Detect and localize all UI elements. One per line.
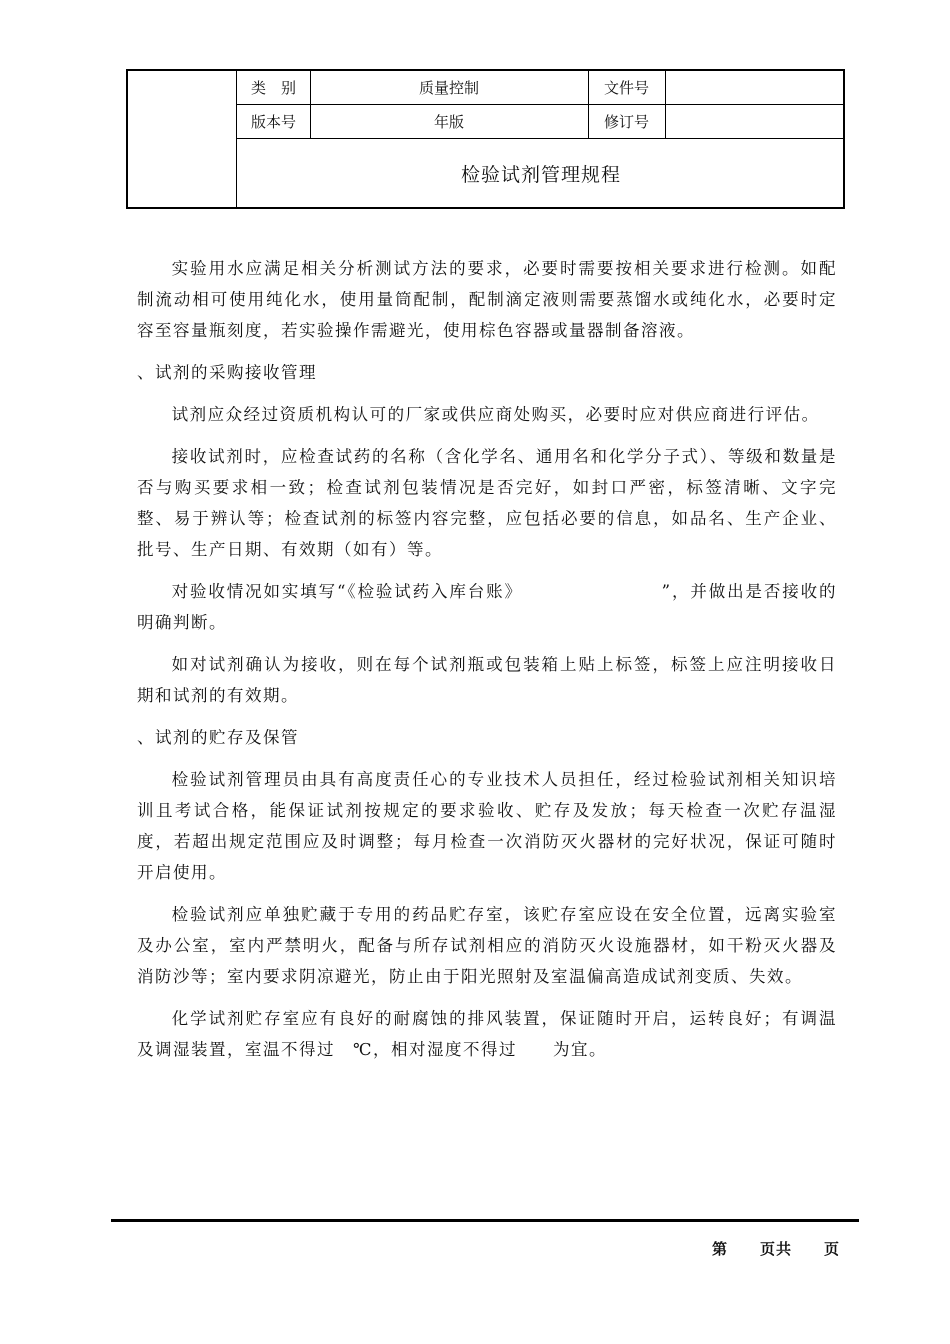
paragraph: 检验试剂应单独贮藏于专用的药品贮存室，该贮存室应设在安全位置，远离实验室及办公室，室内严禁明火，配备与所存试剂相应的消防灭火设施器材，如干粉灭火器及消防沙等；室内要求阴凉避光，防止由于阳光照射及室温偏高造成试剂变质、失效。 [137, 905, 837, 986]
logo-cell [128, 71, 237, 207]
paragraph: 接收试剂时，应检查试药的名称（含化学名、通用名和化学分子式）、等级和数量是否与购买要求相一致；检查试剂包装情况是否完好，如封口严密，标签清晰、文字完整、易于辨认等；检查试剂的标签内容完整，应包括必要的信息，如品名、生产企业、批号、生产日期、有效期（如有）等。 [137, 447, 837, 559]
section-heading: 、试剂的贮存及保管 [137, 728, 299, 747]
paragraph: 化学试剂贮存室应有良好的耐腐蚀的排风装置，保证随时开启，运转良好；有调温及调湿装置，室温不得过 ℃，相对湿度不得过 为宜。 [137, 1009, 837, 1059]
page-number: 第 页共 页 [711, 1240, 840, 1258]
section-heading: 、试剂的采购接收管理 [137, 363, 317, 382]
doc-no-label: 文件号 [603, 79, 649, 97]
category-value: 质量控制 [418, 79, 479, 97]
category-label: 类 别 [250, 79, 296, 97]
version-value: 年版 [433, 113, 464, 131]
paragraph: 对验收情况如实填写“《检验试药入库台账》 ”，并做出是否接收的明确判断。 [137, 582, 837, 632]
document-body [137, 253, 837, 1065]
paragraph: 试剂应众经过资质机构认可的厂家或供应商处购买，必要时应对供应商进行评估。 [171, 405, 820, 424]
paragraph: 实验用水应满足相关分析测试方法的要求，必要时需要按相关要求进行检测。如配制流动相可使用纯化水，使用量筒配制，配制滴定液则需要蒸馏水或纯化水，必要时定容至容量瓶刻度，若实验操作需避光，使用棕色容器或量器制备溶液。 [137, 259, 837, 340]
revision-label: 修订号 [603, 113, 649, 131]
revision-value [665, 105, 845, 138]
header-table [126, 69, 845, 209]
doc-no-value [665, 71, 845, 104]
paragraph: 检验试剂管理员由具有高度责任心的专业技术人员担任，经过检验试剂相关知识培训且考试合格，能保证试剂按规定的要求验收、贮存及发放；每天检查一次贮存温湿度，若超出规定范围应及时调整；每月检查一次消防灭火器材的完好状况，保证可随时开启使用。 [137, 770, 837, 882]
version-label: 版本号 [250, 113, 296, 131]
document-title: 检验试剂管理规程 [460, 163, 621, 186]
footer-rule [111, 1219, 859, 1222]
paragraph: 如对试剂确认为接收，则在每个试剂瓶或包装箱上贴上标签，标签上应注明接收日期和试剂的有效期。 [137, 655, 837, 705]
